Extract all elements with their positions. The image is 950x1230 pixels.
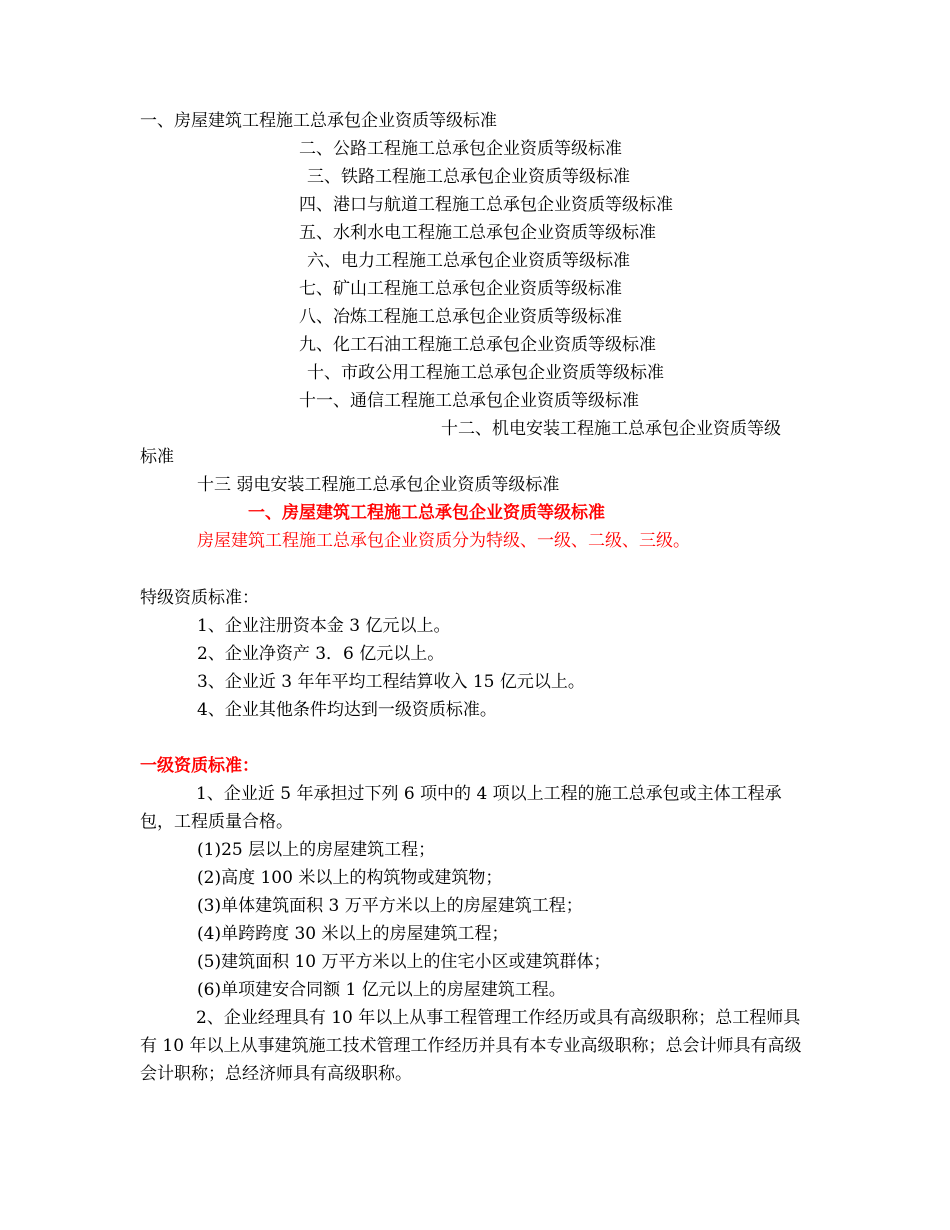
first-grade-sub-item-2: (2)高度 100 米以上的构筑物或建筑物； — [197, 868, 503, 888]
first-grade-sub-item-4: (4)单跨跨度 30 米以上的房屋建筑工程； — [197, 924, 509, 944]
special-grade-item-2: 2、企业净资产 3．6 亿元以上。 — [197, 644, 445, 664]
first-grade-sub-item-6: (6)单项建安合同额 1 亿元以上的房屋建筑工程。 — [197, 980, 566, 1000]
toc-item-12-continuation: 标准 — [140, 447, 174, 467]
special-grade-item-1: 1、企业注册资本金 3 亿元以上。 — [197, 616, 451, 636]
toc-item-1: 一、房屋建筑工程施工总承包企业资质等级标准 — [140, 111, 497, 131]
first-grade-item-2: 2、企业经理具有 10 年以上从事工程管理工作经历或具有高级职称；总工程师具有 10 年以上从事建筑施工技术管理工作经历并具有本专业高级职称；总会计师具有高级会计职称；总经济师具有高级职称。 — [140, 1008, 802, 1084]
special-grade-item-3: 3、企业近 3 年年平均工程结算收入 15 亿元以上。 — [197, 672, 585, 692]
toc-item-3: 三、铁路工程施工总承包企业资质等级标准 — [307, 167, 630, 187]
toc-item-12: 十二、机电安装工程施工总承包企业资质等级 — [441, 419, 781, 439]
toc-item-11: 十一、通信工程施工总承包企业资质等级标准 — [299, 391, 639, 411]
toc-item-7: 七、矿山工程施工总承包企业资质等级标准 — [299, 279, 622, 299]
special-grade-item-4: 4、企业其他条件均达到一级资质标准。 — [197, 700, 497, 720]
toc-item-2: 二、公路工程施工总承包企业资质等级标准 — [299, 139, 622, 159]
first-grade-title: 一级资质标准： — [140, 756, 259, 776]
toc-item-4: 四、港口与航道工程施工总承包企业资质等级标准 — [299, 195, 673, 215]
first-grade-sub-item-5: (5)建筑面积 10 万平方米以上的住宅小区或建筑群体； — [197, 952, 611, 972]
toc-item-5: 五、水利水电工程施工总承包企业资质等级标准 — [299, 223, 656, 243]
first-grade-sub-item-1: (1)25 层以上的房屋建筑工程； — [197, 840, 436, 860]
toc-item-6: 六、电力工程施工总承包企业资质等级标准 — [307, 251, 630, 271]
toc-item-13: 十三 弱电安装工程施工总承包企业资质等级标准 — [197, 475, 560, 495]
first-grade-item-1: 1、企业近 5 年承担过下列 6 项中的 4 项以上工程的施工总承包或主体工程承包，工程质量合格。 — [140, 784, 782, 832]
toc-item-8: 八、冶炼工程施工总承包企业资质等级标准 — [299, 307, 622, 327]
section-heading: 一、房屋建筑工程施工总承包企业资质等级标准 — [248, 503, 605, 523]
toc-item-9: 九、化工石油工程施工总承包企业资质等级标准 — [299, 335, 656, 355]
first-grade-sub-item-3: (3)单体建筑面积 3 万平方米以上的房屋建筑工程； — [197, 896, 583, 916]
section-intro: 房屋建筑工程施工总承包企业资质分为特级、一级、二级、三级。 — [197, 531, 690, 551]
special-grade-title: 特级资质标准： — [140, 588, 259, 608]
toc-item-10: 十、市政公用工程施工总承包企业资质等级标准 — [307, 363, 664, 383]
